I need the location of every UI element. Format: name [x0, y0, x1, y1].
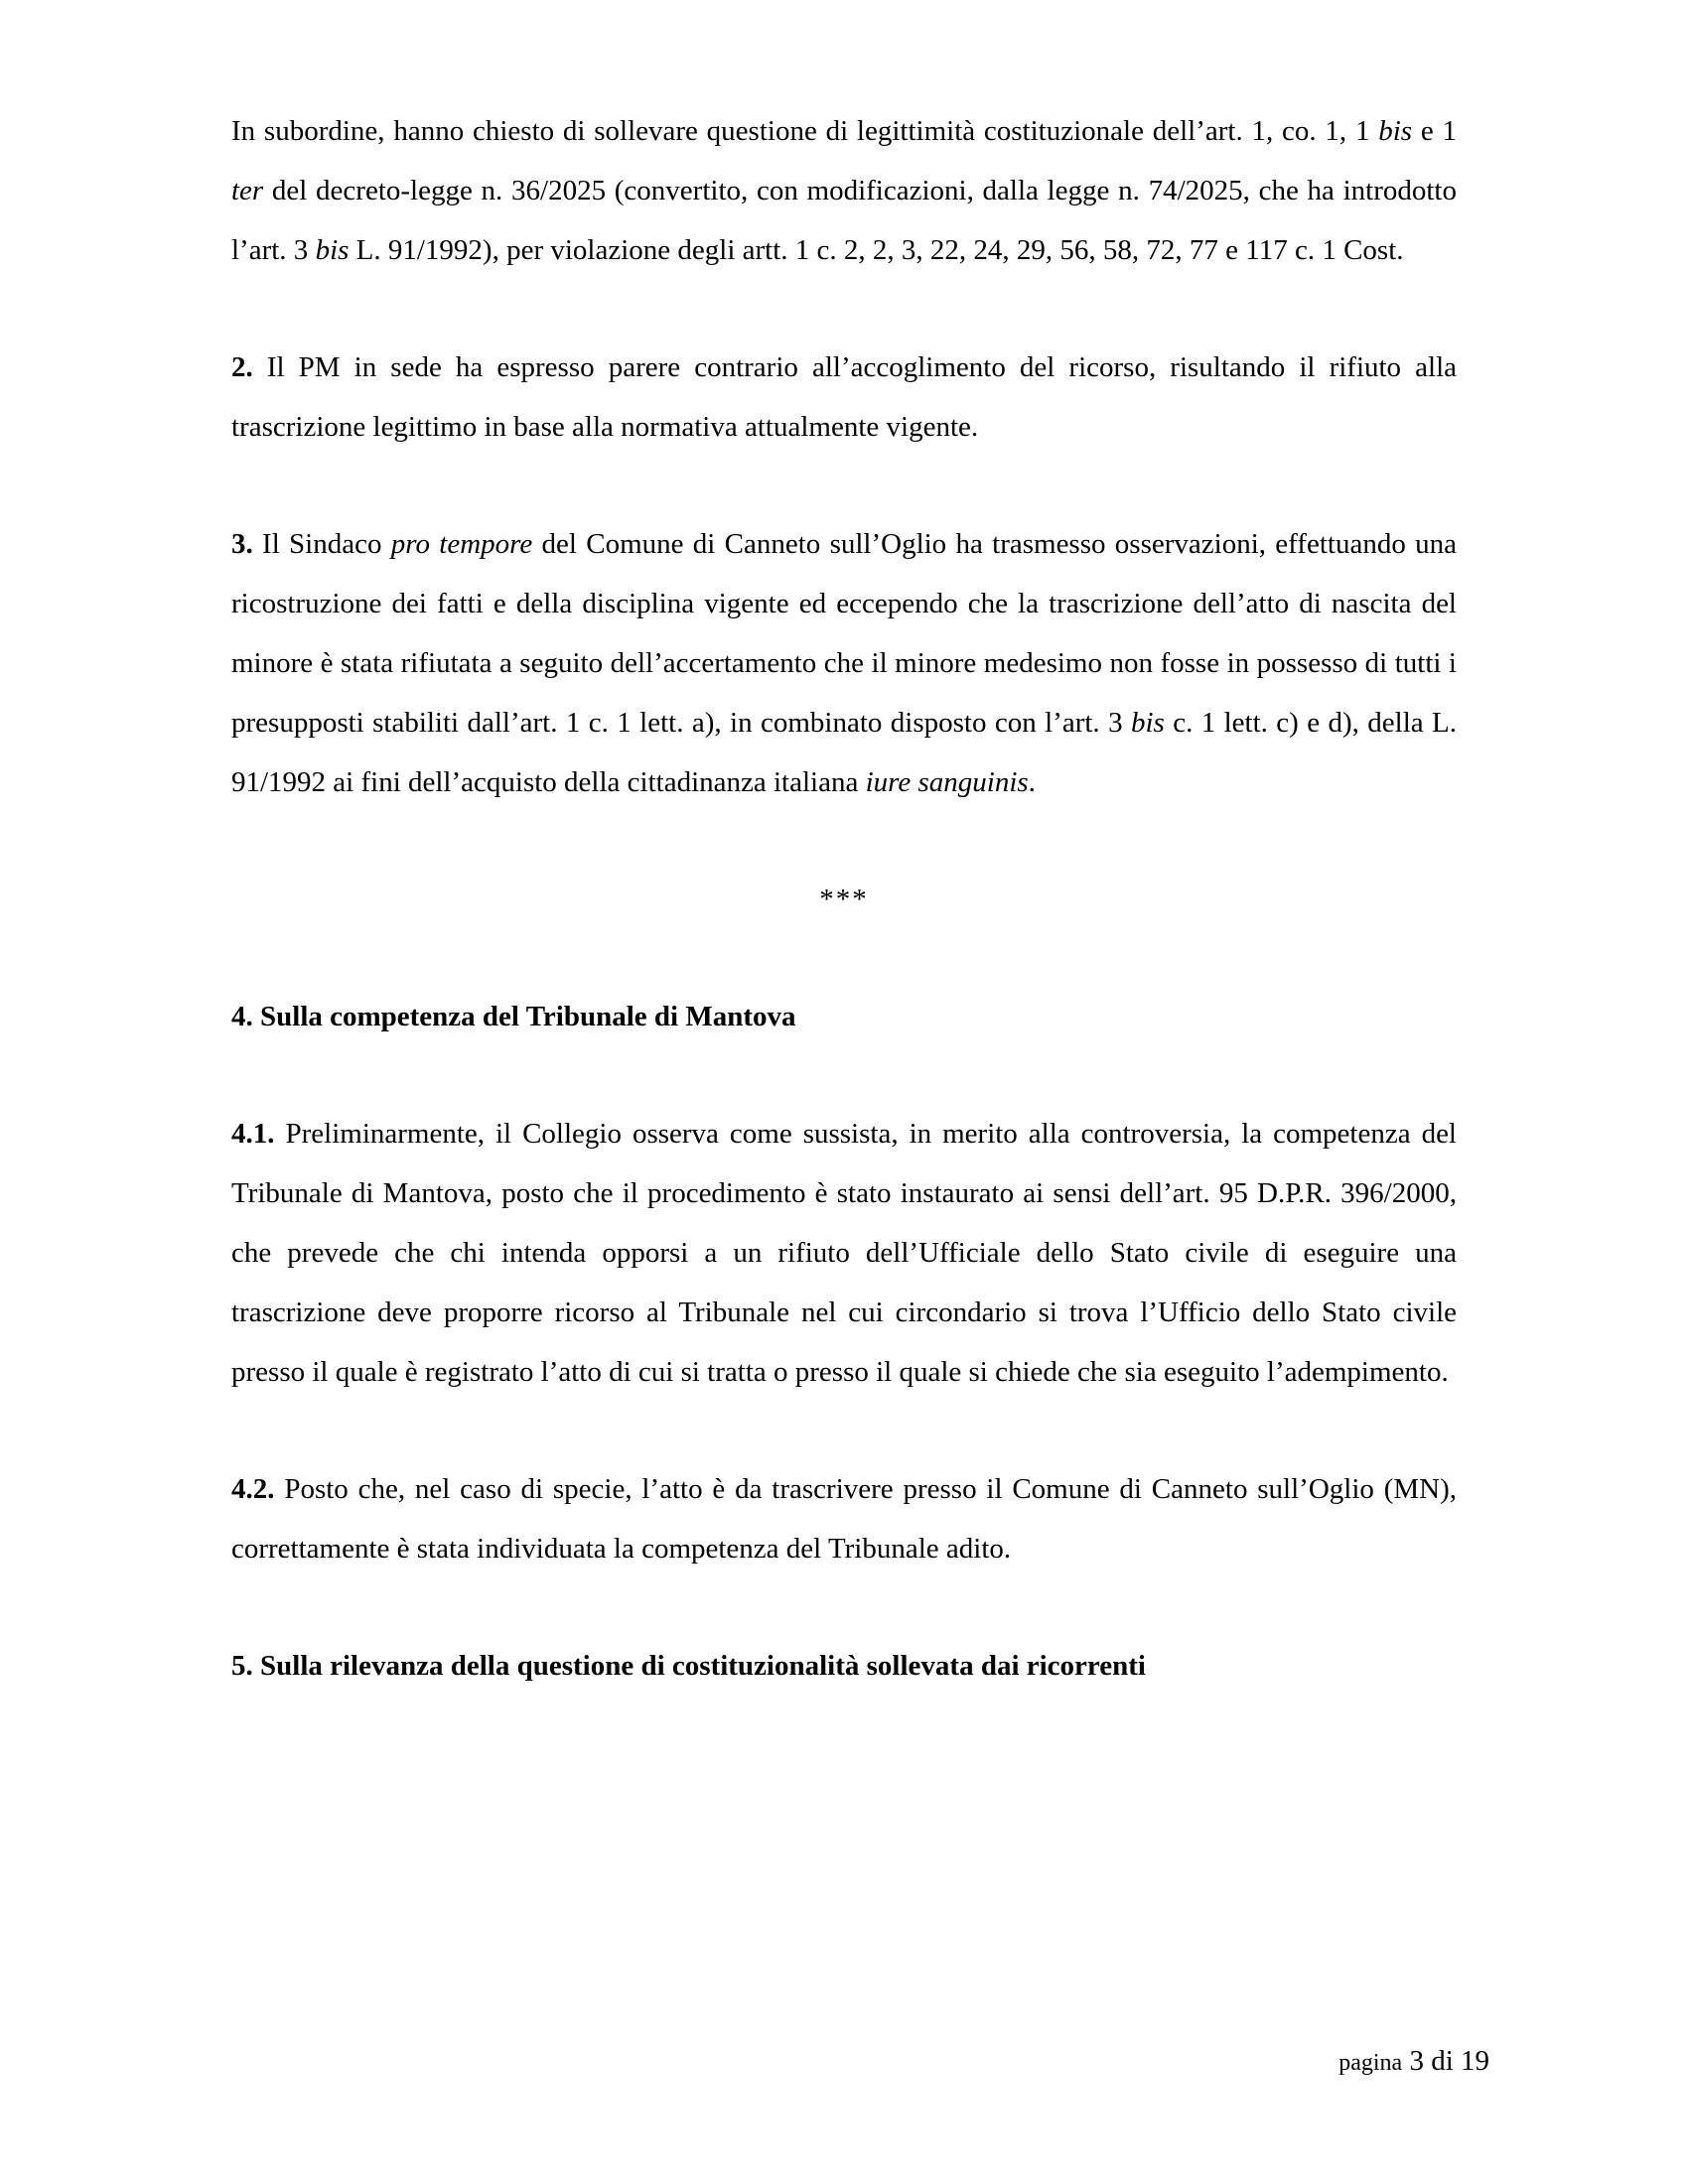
text-run: c. 1 lett. c) e d), della L. 91/1992 ai fini dell’acquisto della cittadinanza italiana — [231, 707, 1457, 798]
paragraph — [231, 101, 1457, 280]
page-footer — [1338, 2043, 1489, 2081]
text-run: . — [1028, 766, 1036, 798]
paragraph — [231, 1104, 1457, 1402]
text-run: 4. Sulla competenza del Tribunale di Mantova — [231, 1001, 796, 1032]
text-run: 5. Sulla rilevanza della questione di costituzionalità sollevata dai ricorrenti — [231, 1650, 1146, 1682]
section-separator — [231, 870, 1457, 929]
text-run: Il Sindaco — [252, 528, 391, 560]
text-run: bis — [1130, 707, 1165, 739]
text-run: Posto che, nel caso di specie, l’atto è da trascrivere presso il Comune di Canneto sull’Oglio (MN), correttamente è stata individuata la competenza del Tribunale adito. — [231, 1473, 1457, 1565]
text-run: 3. — [231, 528, 253, 560]
paragraph — [231, 338, 1457, 457]
text-run: e 1 — [1412, 115, 1457, 147]
text-run: *** — [819, 884, 869, 915]
text-run: 4.2. — [231, 1473, 275, 1505]
footer-label: pagina — [1338, 2050, 1403, 2076]
text-run: del decreto-legge n. 36/2025 (convertito, con modificazioni, dalla legge n. 74/2025, che ha introdotto l’art. 3 — [231, 175, 1457, 266]
text-run: In subordine, hanno chiesto di sollevare questione di legittimità costituzionale dell’art. 1, co. 1, 1 — [231, 115, 1379, 147]
text-run: ter — [231, 175, 264, 206]
section-heading — [231, 987, 1457, 1046]
text-run: iure sanguinis — [865, 766, 1029, 798]
text-run: L. 91/1992), per violazione degli artt. 1 c. 2, 2, 3, 22, 24, 29, 56, 58, 72, 77 e 117 c. 1 Cost. — [349, 234, 1404, 266]
paragraph — [231, 514, 1457, 812]
paragraph — [231, 1459, 1457, 1578]
text-run: Il PM in sede ha espresso parere contrario all’accoglimento del ricorso, risultando il rifiuto alla trascrizione legittimo in base alla normativa attualmente vigente. — [231, 351, 1457, 443]
text-run: bis — [315, 234, 350, 266]
document-body — [231, 101, 1457, 1753]
text-run: del Comune di Canneto sull’Oglio ha trasmesso osservazioni, effettuando una ricostruzione dei fatti e della disciplina vigente ed eccependo che la trascrizione dell’atto di nascita del minore è stata rifiutata a seguito dell’accertamento che il minore medesimo non fosse in possesso di tutti i presupposti stabiliti dall’art. 1 c. 1 lett. a), in combinato disposto con l’art. 3 — [231, 528, 1457, 739]
text-run: pro tempore — [390, 528, 533, 560]
text-run: 2. — [231, 351, 253, 383]
section-heading — [231, 1636, 1457, 1696]
text-run: bis — [1378, 115, 1413, 147]
text-run: 4.1. — [231, 1118, 275, 1150]
text-run: Preliminarmente, il Collegio osserva come sussista, in merito alla controversia, la competenza del Tribunale di Mantova, posto che il procedimento è stato instaurato ai sensi dell’art. 95 D.P.R. 396/2000, che prevede che chi intenda opporsi a un rifiuto dell’Ufficiale dello Stato civile di eseguire una trascrizione deve proporre ricorso al Tribunale nel cui circondario si trova l’Ufficio dello Stato civile presso il quale è registrato l’atto di cui si tratta o presso il quale si chiede che sia eseguito l’adempimento. — [231, 1118, 1457, 1388]
footer-page-number: 3 di 19 — [1409, 2045, 1489, 2077]
